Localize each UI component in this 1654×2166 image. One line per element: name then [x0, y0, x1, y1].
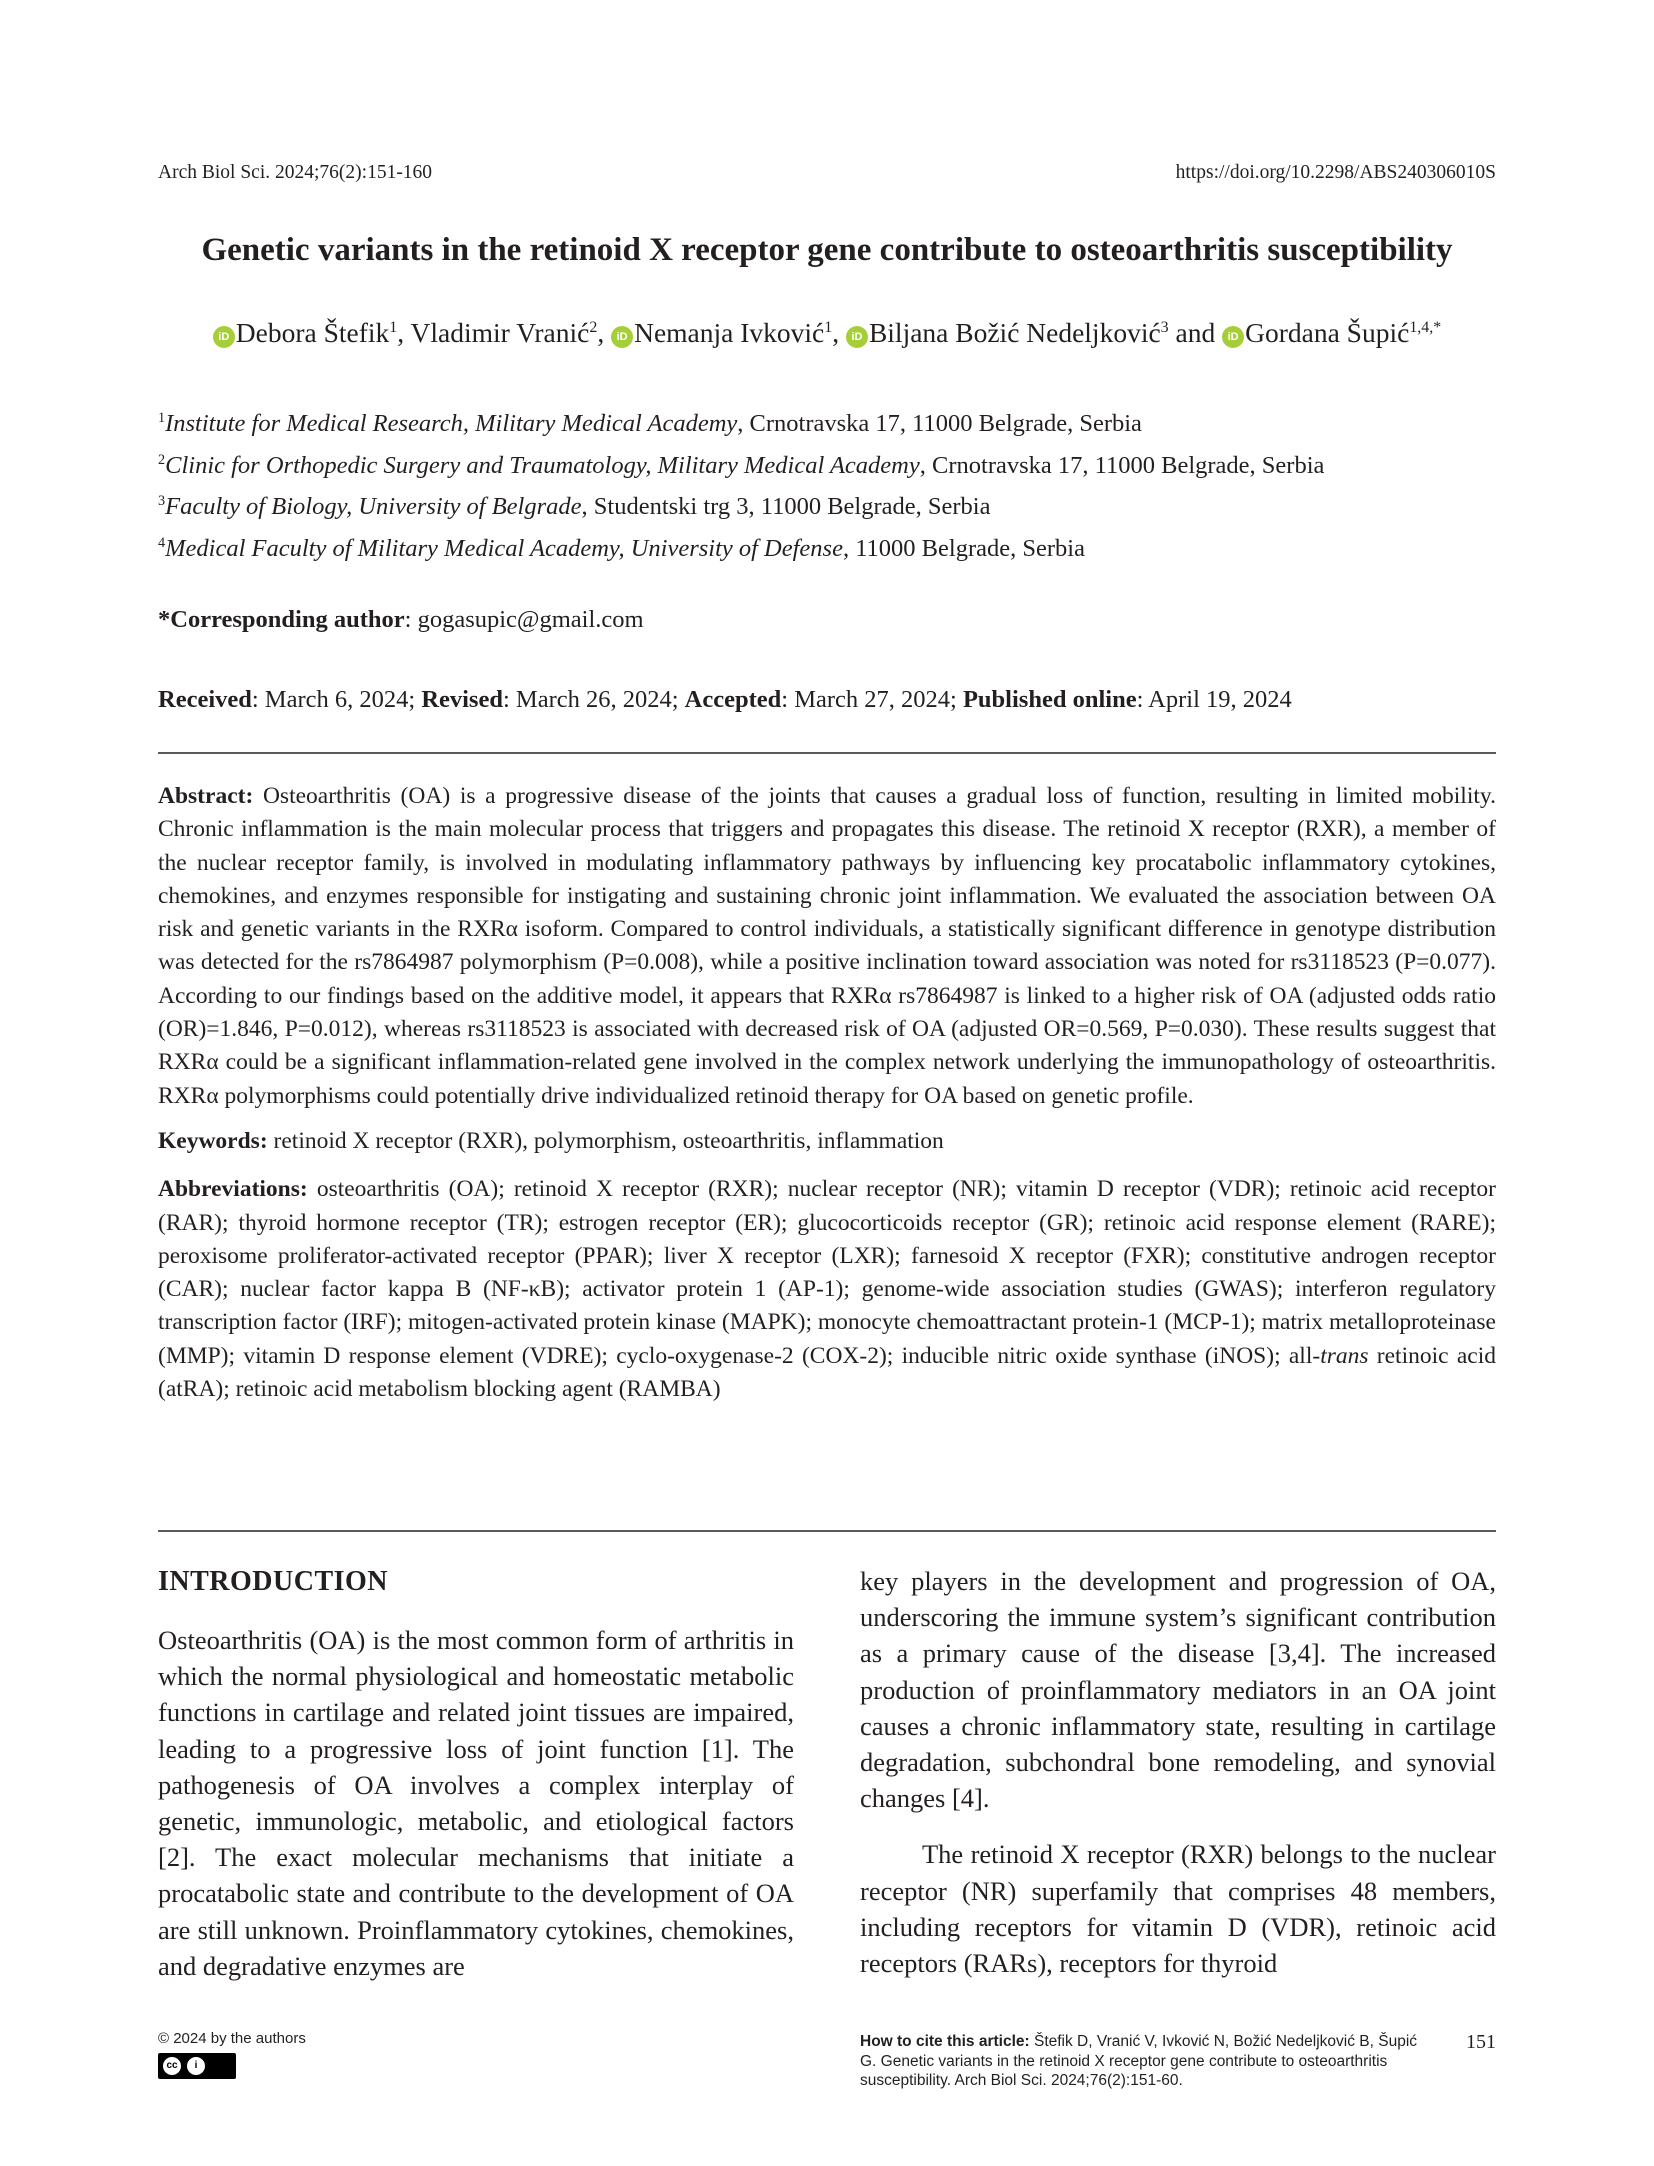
published-label: Published online — [962, 686, 1137, 713]
author-conjunction: and — [1168, 317, 1223, 349]
cite-label: How to cite this article: — [860, 2033, 1030, 2050]
copyright-notice: © 2024 by the authors — [158, 2030, 306, 2047]
affiliation-number: 3 — [158, 493, 166, 509]
author-separator: , — [597, 317, 612, 349]
abbreviations-label: Abbreviations: — [158, 1176, 308, 1203]
section-heading: INTRODUCTION — [158, 1566, 389, 1597]
affiliation — [158, 440, 1324, 482]
affiliation — [158, 523, 1324, 565]
affiliation-institution: Institute for Medical Research, Military Medical Academy — [165, 410, 738, 438]
divider — [158, 1530, 1496, 1532]
footer-license — [158, 2030, 306, 2079]
journal-citation: Arch Biol Sci. 2024;76(2):151-160 — [158, 162, 433, 183]
abbreviations-italic: trans — [1320, 1342, 1369, 1369]
revised-date: : March 26, 2024; — [502, 686, 685, 713]
body-paragraph: The retinoid X receptor (RXR) belongs to the nuclear receptor (NR) superfamily that comprises 48 members, including receptors for vitamin D (VDR), retinoic acid receptors (RARs), receptors for thyroid — [860, 1839, 1496, 1979]
affiliation-address: , 11000 Belgrade, Serbia — [842, 534, 1085, 562]
affiliation-institution: Clinic for Orthopedic Surgery and Traumatology, Military Medical Academy — [165, 451, 920, 479]
author-name: Debora Štefik — [235, 317, 390, 349]
abbreviations-text: osteoarthritis (OA); retinoid X receptor (RXR); nuclear receptor (NR); vitamin D receptor (VDR); retinoic acid receptor (RAR); thyroid hormone receptor (TR); estrogen receptor (ER); glucocorticoids receptor (GR); retinoic acid response element (RARE); peroxisome proliferator-activated receptor (PPAR); liver X receptor (LXR); farnesoid X receptor (FXR); constitutive androgen receptor (CAR); nuclear factor kappa B (NF-κB); activator protein 1 (AP-1); genome-wide association studies (GWAS); interferon regulatory transcription factor (IRF); mitogen-activated protein kinase (MAPK); monocyte chemoattractant protein-1 (MCP-1); matrix metalloproteinase (MMP); vitamin D response element (VDRE); cyclo-oxygenase-2 (COX-2); inducible nitric oxide synthase (iNOS); all- — [158, 1176, 1496, 1369]
author-affiliation-mark: 1,4,* — [1409, 319, 1442, 336]
affiliation-number: 2 — [158, 451, 166, 468]
abstract-section — [158, 780, 1496, 1406]
corresponding-email[interactable]: : gogasupic@gmail.com — [404, 606, 644, 633]
corresponding-author — [158, 604, 644, 636]
author-name: Biljana Božić Nedeljković — [868, 317, 1161, 349]
received-date: : March 6, 2024; — [251, 686, 422, 713]
abbreviations-text: retinoic acid (atRA); retinoic acid metabolism blocking agent (RAMBA) — [158, 1342, 1496, 1403]
affiliation — [158, 398, 1324, 440]
orcid-icon[interactable]: iD — [213, 326, 235, 348]
divider — [158, 752, 1496, 754]
corresponding-label: *Corresponding author — [158, 606, 405, 633]
attribution-icon: i — [187, 2057, 205, 2075]
accepted-label: Accepted — [684, 686, 782, 713]
author-affiliation-mark: 1 — [824, 319, 833, 336]
abstract-label: Abstract: — [158, 783, 254, 809]
affiliation-address: , Crnotravska 17, 11000 Belgrade, Serbia — [919, 451, 1325, 479]
abbreviations — [158, 1173, 1496, 1406]
affiliation-institution: Faculty of Biology, University of Belgrade — [165, 493, 582, 521]
body-paragraph: Osteoarthritis (OA) is the most common form of arthritis in which the normal physiological and homeostatic metabolic functions in cartilage and related joint tissues are impaired, leading to a progressive loss of joint function [1]. The pathogenesis of OA involves a complex interplay of genetic, immunologic, metabolic, and etiological factors [2]. The exact molecular mechanisms that initiate a procatabolic state and contribute to the development of OA are still unknown. Proinflammatory cytokines, chemokines, and degradative enzymes are — [158, 1625, 794, 1981]
affiliation-institution: Medical Faculty of Military Medical Academy, University of Defense — [165, 534, 843, 562]
cc-license-badge[interactable] — [158, 2053, 236, 2079]
body-column-right — [860, 1563, 1496, 1981]
author-affiliation-mark: 3 — [1160, 319, 1169, 336]
keywords-label: Keywords: — [158, 1127, 268, 1154]
author-name: Vladimir Vranić — [410, 317, 590, 349]
affiliation — [158, 481, 1324, 523]
affiliation-number: 4 — [158, 534, 166, 551]
author-list — [158, 310, 1496, 351]
doi-link[interactable]: https://doi.org/10.2298/ABS240306010S — [1175, 162, 1496, 183]
orcid-icon[interactable]: iD — [846, 326, 868, 348]
cite-text: Štefik D, Vranić V, Ivković N, Božić Nedeljković B, Šupić G. Genetic variants in the retinoid X receptor gene contribute to osteoarthritis susceptibility. Arch Biol Sci. 2024;76(2):151-60. — [860, 2033, 1418, 2089]
received-label: Received — [158, 686, 252, 713]
author-separator: , — [397, 317, 411, 349]
affiliation-address: , Studentski trg 3, 11000 Belgrade, Serbia — [581, 493, 991, 521]
affiliation-list — [158, 398, 1324, 564]
orcid-icon[interactable]: iD — [611, 326, 633, 348]
body-column-left — [158, 1622, 794, 1984]
article-dates — [158, 684, 1496, 716]
abstract — [158, 780, 1496, 1113]
author-name: Nemanja Ivković — [634, 317, 825, 349]
author-affiliation-mark: 2 — [589, 319, 598, 336]
revised-label: Revised — [421, 686, 503, 713]
how-to-cite — [860, 2032, 1420, 2091]
creative-commons-icon: cc — [163, 2057, 181, 2075]
orcid-icon[interactable]: iD — [1222, 326, 1244, 348]
author-name: Gordana Šupić — [1245, 317, 1410, 349]
author-affiliation-mark: 1 — [389, 319, 398, 336]
accepted-date: : March 27, 2024; — [781, 686, 963, 713]
published-date: : April 19, 2024 — [1136, 686, 1292, 713]
body-paragraph: key players in the development and progression of OA, underscoring the immune system’s significant contribution as a primary cause of the disease [3,4]. The increased production of proinflammatory mediators in an OA joint causes a chronic inflammatory state, resulting in cartilage degradation, subchondral bone remodeling, and synovial changes [4]. — [860, 1566, 1496, 1814]
keywords-text: retinoid X receptor (RXR), polymorphism, osteoarthritis, inflammation — [267, 1127, 944, 1154]
keywords — [158, 1125, 1496, 1158]
affiliation-address: , Crnotravska 17, 11000 Belgrade, Serbia — [737, 410, 1142, 438]
abstract-text: Osteoarthritis (OA) is a progressive disease of the joints that causes a gradual loss of function, resulting in limited mobility. Chronic inflammation is the main molecular process that triggers and propagates this disease. The retinoid X receptor (RXR), a member of the nuclear receptor family, is involved in modulating inflammatory pathways by influencing key procatabolic inflammatory cytokines, chemokines, and enzymes responsible for instigating and sustaining chronic joint inflammation. We evaluated the association between OA risk and genetic variants in the RXRα isoform. Compared to control individuals, a statistically significant difference in genotype distribution was detected for the rs7864987 polymorphism (P=0.008), while a positive inclination toward association was noted for rs3118523 (P=0.077). According to our findings based on the additive model, it appears that RXRα rs7864987 is linked to a higher risk of OA (adjusted odds ratio (OR)=1.846, P=0.012), whereas rs3118523 is associated with decreased risk of OA (adjusted OR=0.569, P=0.030). These results suggest that RXRα could be a significant inflammation-related gene involved in the complex network underlying the immunopathology of osteoarthritis. RXRα polymorphisms could potentially drive individualized retinoid therapy for OA based on genetic profile. — [158, 783, 1496, 1109]
page-number: 151 — [1466, 2031, 1496, 2053]
author-separator: , — [832, 317, 846, 349]
article-title: Genetic variants in the retinoid X receptor gene contribute to osteoarthritis susceptibility — [201, 232, 1453, 268]
affiliation-number: 1 — [158, 410, 166, 426]
